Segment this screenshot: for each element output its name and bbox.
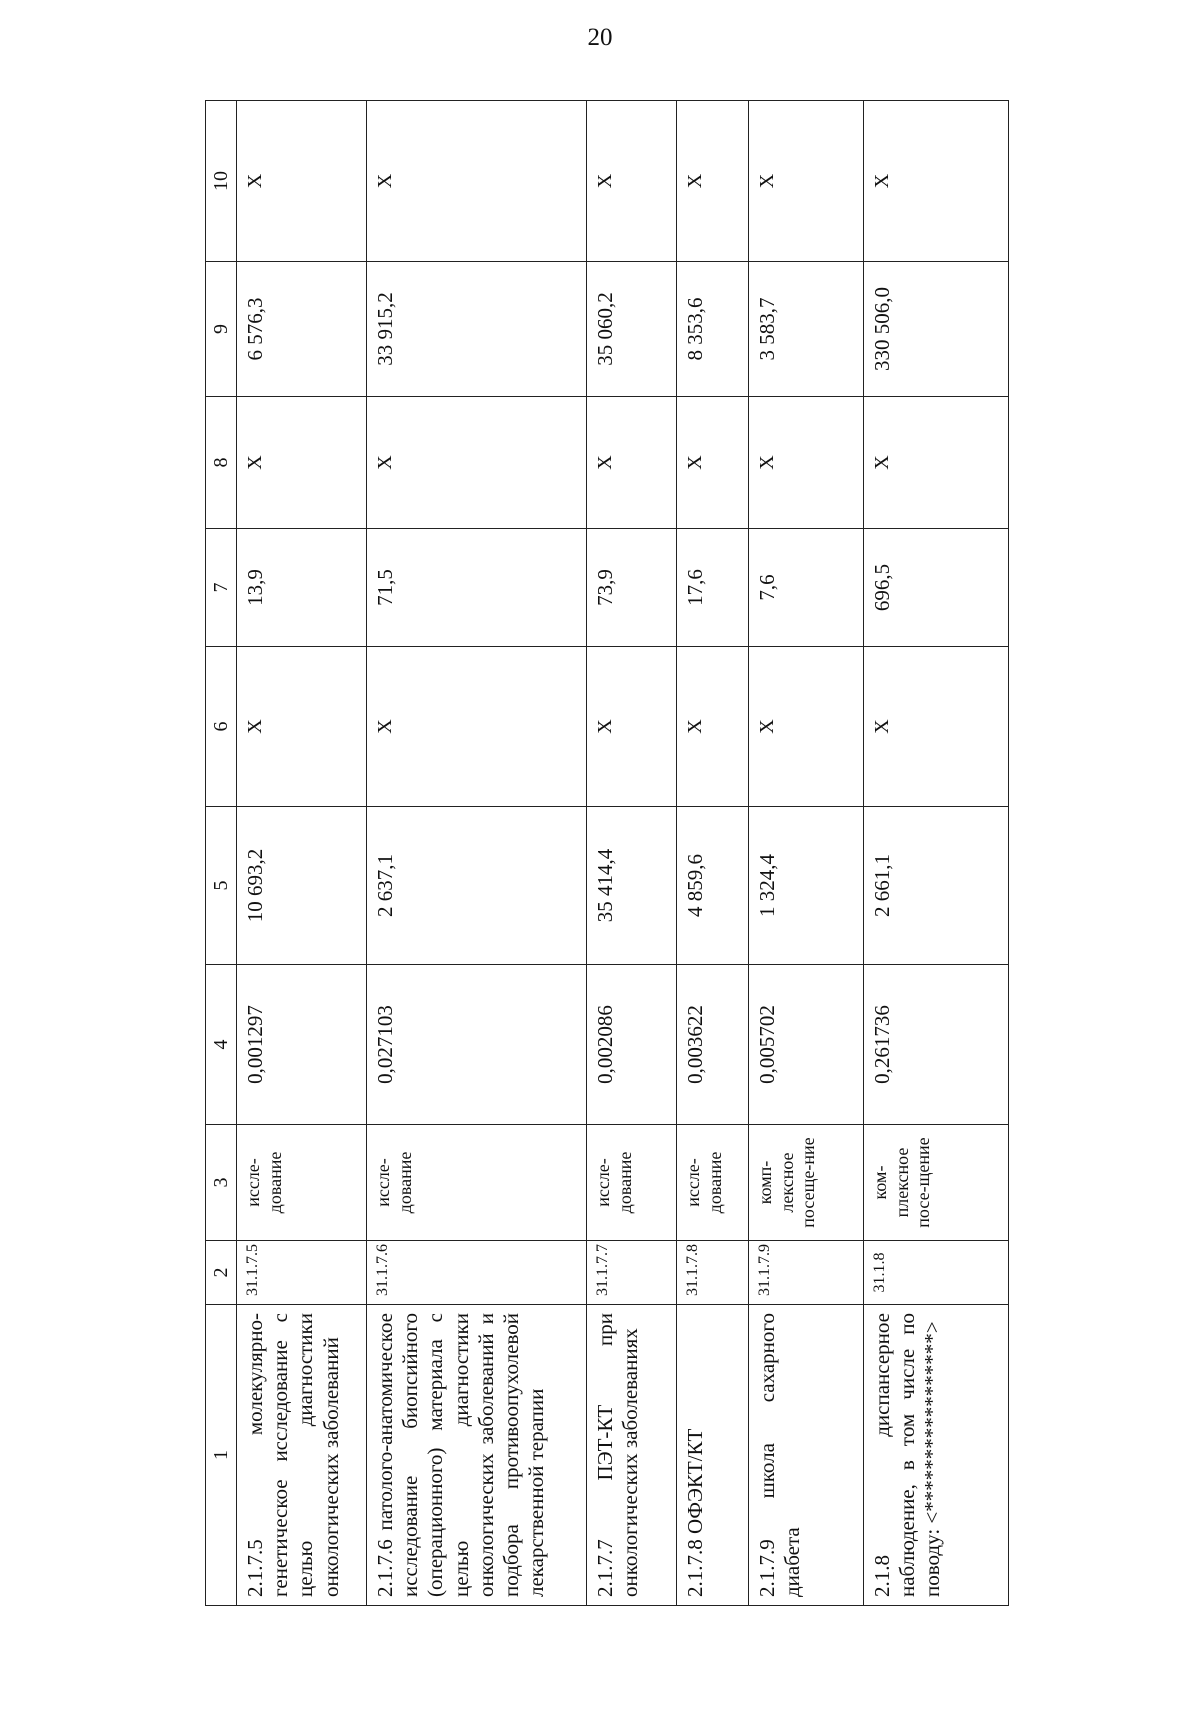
data-table — [205, 100, 1009, 1606]
header-cell: 2 — [206, 1241, 237, 1305]
header-cell: 9 — [206, 262, 237, 397]
row-value-col4: 0,027103 — [367, 965, 587, 1125]
row-value-col10: Х — [587, 101, 677, 262]
row-code: 31.1.7.5 — [237, 1241, 367, 1305]
page-number: 20 — [587, 24, 613, 51]
table-row — [864, 101, 1009, 1606]
row-code: 31.1.7.7 — [587, 1241, 677, 1305]
row-value-col4: 0,001297 — [237, 965, 367, 1125]
row-value-col8: Х — [864, 397, 1009, 529]
row-value-col7: 17,6 — [677, 529, 749, 647]
row-description: 2.1.7.8 ОФЭКТ/КТ — [677, 1305, 749, 1606]
table-row — [677, 101, 749, 1606]
row-unit: иссле-дование — [587, 1125, 677, 1241]
row-value-col9: 330 506,0 — [864, 262, 1009, 397]
row-description: 2.1.7.9 школа сахарного диабета — [749, 1305, 864, 1606]
row-description: 2.1.7.7 ПЭТ-КТ при онкологических заболеваниях — [587, 1305, 677, 1606]
row-code: 31.1.7.9 — [749, 1241, 864, 1305]
row-value-col4: 0,005702 — [749, 965, 864, 1125]
row-value-col10: Х — [237, 101, 367, 262]
header-cell: 4 — [206, 965, 237, 1125]
row-value-col5: 2 637,1 — [367, 807, 587, 965]
row-code: 31.1.8 — [864, 1241, 1009, 1305]
row-value-col5: 10 693,2 — [237, 807, 367, 965]
header-cell: 5 — [206, 807, 237, 965]
row-unit: комп-лексное посеще-ние — [749, 1125, 864, 1241]
row-value-col10: Х — [864, 101, 1009, 262]
row-value-col5: 1 324,4 — [749, 807, 864, 965]
rotated-table-container — [205, 101, 1009, 1606]
row-value-col4: 0,003622 — [677, 965, 749, 1125]
row-value-col7: 7,6 — [749, 529, 864, 647]
row-value-col6: Х — [677, 647, 749, 807]
row-value-col10: Х — [749, 101, 864, 262]
row-code: 31.1.7.6 — [367, 1241, 587, 1305]
table-row — [367, 101, 587, 1606]
table-row — [237, 101, 367, 1606]
row-value-col9: 3 583,7 — [749, 262, 864, 397]
row-value-col7: 13,9 — [237, 529, 367, 647]
header-cell: 3 — [206, 1125, 237, 1241]
header-cell: 6 — [206, 647, 237, 807]
row-value-col6: Х — [864, 647, 1009, 807]
row-value-col5: 4 859,6 — [677, 807, 749, 965]
row-value-col6: Х — [367, 647, 587, 807]
header-cell: 7 — [206, 529, 237, 647]
row-code: 31.1.7.8 — [677, 1241, 749, 1305]
row-value-col8: Х — [367, 397, 587, 529]
header-row — [206, 101, 237, 1606]
row-unit: иссле-дование — [237, 1125, 367, 1241]
row-description: 2.1.7.6 патолого-анатомическое исследование биопсийного (операционного) материала с целью диагностики онкологических заболеваний и подбора противоопухолевой лекарственной терапии — [367, 1305, 587, 1606]
row-unit: иссле-дование — [367, 1125, 587, 1241]
table-row — [587, 101, 677, 1606]
row-value-col6: Х — [237, 647, 367, 807]
row-value-col10: Х — [677, 101, 749, 262]
row-value-col8: Х — [237, 397, 367, 529]
row-value-col4: 0,261736 — [864, 965, 1009, 1125]
row-value-col10: Х — [367, 101, 587, 262]
row-value-col7: 696,5 — [864, 529, 1009, 647]
row-value-col8: Х — [677, 397, 749, 529]
row-value-col6: Х — [749, 647, 864, 807]
row-description: 2.1.7.5 молекулярно-генетическое исследование с целью диагностики онкологических заболеваний — [237, 1305, 367, 1606]
row-value-col6: Х — [587, 647, 677, 807]
row-value-col8: Х — [587, 397, 677, 529]
row-value-col7: 71,5 — [367, 529, 587, 647]
row-unit: ком-плексное посе-щение — [864, 1125, 1009, 1241]
row-value-col4: 0,002086 — [587, 965, 677, 1125]
row-value-col9: 8 353,6 — [677, 262, 749, 397]
row-value-col5: 35 414,4 — [587, 807, 677, 965]
row-description: 2.1.8 диспансерное наблюдение, в том числе по поводу: <*****************> — [864, 1305, 1009, 1606]
row-value-col5: 2 661,1 — [864, 807, 1009, 965]
row-value-col9: 33 915,2 — [367, 262, 587, 397]
header-cell: 1 — [206, 1305, 237, 1606]
header-cell: 10 — [206, 101, 237, 262]
row-value-col7: 73,9 — [587, 529, 677, 647]
row-value-col9: 35 060,2 — [587, 262, 677, 397]
header-cell: 8 — [206, 397, 237, 529]
table-row — [749, 101, 864, 1606]
row-value-col9: 6 576,3 — [237, 262, 367, 397]
row-unit: иссле-дование — [677, 1125, 749, 1241]
row-value-col8: Х — [749, 397, 864, 529]
